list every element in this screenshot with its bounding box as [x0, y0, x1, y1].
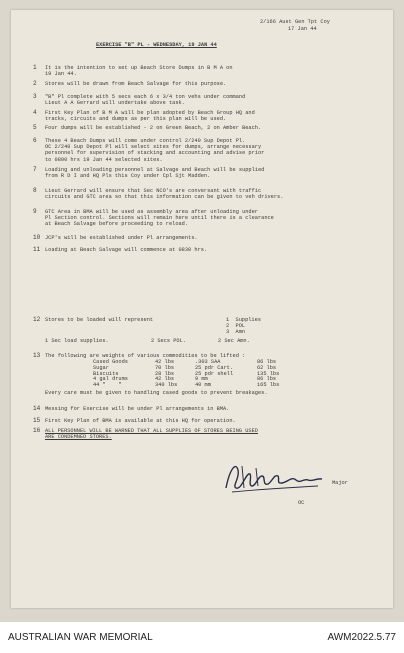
document-title: EXERCISE "B" PL - WEDNESDAY, 19 JAN 44 [96, 42, 217, 48]
table-cell: Sugar [93, 364, 109, 371]
table-cell: 165 lbs [257, 382, 280, 389]
para-line: OC 2/240 Sup Depot Pl will select sites for dumps, arrange necessary [45, 144, 262, 151]
para-number: 15 [33, 417, 41, 424]
para-line: at Beach Salvage before proceeding to reload. [45, 221, 189, 228]
footer-institution: AUSTRALIAN WAR MEMORIAL [8, 632, 153, 643]
para-line: ALL PERSONNEL WILL BE WARNED THAT ALL SUPPLIES OF STORES BEING USED [45, 428, 258, 434]
table-cell: 42 lbs [155, 376, 175, 383]
para-line: personnel for supervision of stacking and accounting and advise prior [45, 150, 265, 157]
para-line: Loading and unloading personnel at Salvage and Beach will be supplied [45, 167, 265, 173]
para-line: Lieut A A Gerrard will undertake above task. [45, 100, 185, 107]
para-12-summary-2: 2 Secs POL. [151, 338, 186, 344]
table-cell: Cased Goods [93, 359, 128, 365]
para-13-intro: The following are weights of various commodities to be lifted : [45, 353, 246, 359]
signature-rank: Major [332, 480, 348, 486]
table-cell: 42 lbs [155, 359, 175, 365]
para-line: tracks, circuits and dumps as per this plan will be used. [45, 116, 227, 123]
para-number: 14 [33, 405, 41, 412]
table-cell: 340 lbs [155, 382, 178, 389]
para-line: Loading at Beach Salvage will commence at 0830 hrs. [45, 247, 208, 253]
para-13-note: Every care must be given to handling cased goods to prevent breakages. [45, 390, 268, 396]
table-cell: 4 gal drums [93, 376, 128, 383]
para-number: 6 [33, 137, 37, 144]
para-12-intro: Stores to be loaded will represent [45, 317, 154, 323]
para-12-list-3: 3 Amn [226, 329, 246, 335]
table-cell: 40 mm [195, 382, 211, 389]
para-line: from R D I and HQ Pls this Coy under Cpl Sjt Madden. [45, 173, 211, 180]
para-line: Four dumps will be established - 2 on Green Beach, 2 on Amber Beach. [45, 125, 262, 131]
para-line: First Key Plan of B M A will be plan adopted by Beach Group HQ and [45, 110, 255, 116]
date-header: 17 Jan 44 [288, 26, 317, 32]
table-cell: .303 SAA [195, 359, 221, 365]
para-number: 4 [33, 109, 37, 116]
table-cell: 135 lbs [257, 370, 280, 377]
table-cell: Biscuits [93, 370, 119, 377]
para-line: GTC Area in BMA will be used as assembly area after unloading under [45, 209, 258, 215]
para-line: circuits and GTC area so that this information can be given to veh drivers. [45, 194, 284, 201]
para-number: 1 [33, 64, 37, 71]
para-line: It is the intention to set up Beach Store Dumps in B M A on [45, 65, 233, 71]
para-line: JCP's will be established under Pl arrangements. [45, 235, 198, 241]
para-number: 9 [33, 208, 37, 215]
para-line: to 0800 hrs 19 Jan 44 selected sites. [45, 156, 163, 163]
para-number: 16 [33, 427, 41, 434]
para-line: Stores will be drawn from Beach Salvage for this purpose. [45, 81, 227, 87]
table-cell: 86 lbs [257, 376, 277, 383]
table-cell: 25 pdr Cart. [195, 364, 234, 371]
table-cell: 25 pdr shell [195, 370, 234, 377]
footer-accession: AWM2022.5.77 [327, 632, 396, 643]
para-number: 12 [33, 316, 41, 323]
para-line: First Key Plan of BMA is available at this HQ for operation. [45, 418, 236, 424]
para-12-summary-3: 2 Sec Amn. [218, 338, 250, 344]
table-cell: 86 lbs [257, 359, 277, 365]
para-number: 10 [33, 234, 41, 241]
table-cell: 44 " " [93, 382, 122, 389]
handwritten-signature [222, 458, 327, 498]
para-line: Lieut Gerrard will ensure that Sec NCO's are conversant with traffic [45, 188, 262, 194]
table-cell: 62 lbs [257, 364, 277, 371]
para-line: ARE CONDEMNED STORES. [45, 434, 112, 441]
footer-bar [0, 622, 404, 653]
para-line: 19 Jan 44. [45, 71, 77, 78]
para-line: These 4 Beach Dumps will come under control 2/240 Sup Depot Pl. [45, 138, 246, 144]
para-12-summary-1: 1 Sec load supplies. [45, 338, 109, 344]
table-cell: 9 mm [195, 376, 208, 383]
table-cell: 28 lbs [155, 370, 175, 377]
para-number: 5 [33, 124, 37, 131]
para-number: 13 [33, 352, 41, 359]
para-number: 7 [33, 166, 37, 173]
para-12-list-1: 1 Supplies [226, 317, 261, 323]
para-line: Messing for Exercise will be under Pl arrangements in BMA. [45, 406, 230, 412]
para-number: 11 [33, 246, 41, 253]
para-line: Pl Section control. Sections will remain here until there is a clearance [45, 215, 274, 222]
weights-table [93, 360, 287, 389]
signature-appointment: OC [298, 500, 305, 506]
table-cell: 70 lbs [155, 364, 175, 371]
para-line: "B" Pl complete with 5 secs each 6 x 3/4 ton vehs under command [45, 94, 246, 100]
para-number: 8 [33, 187, 37, 194]
para-number: 3 [33, 93, 37, 100]
table-row [93, 383, 287, 389]
unit-header: 2/166 Aust Gen Tpt Coy [260, 19, 330, 25]
para-number: 2 [33, 80, 37, 87]
para-12-list-2: 2 POL [226, 323, 246, 329]
